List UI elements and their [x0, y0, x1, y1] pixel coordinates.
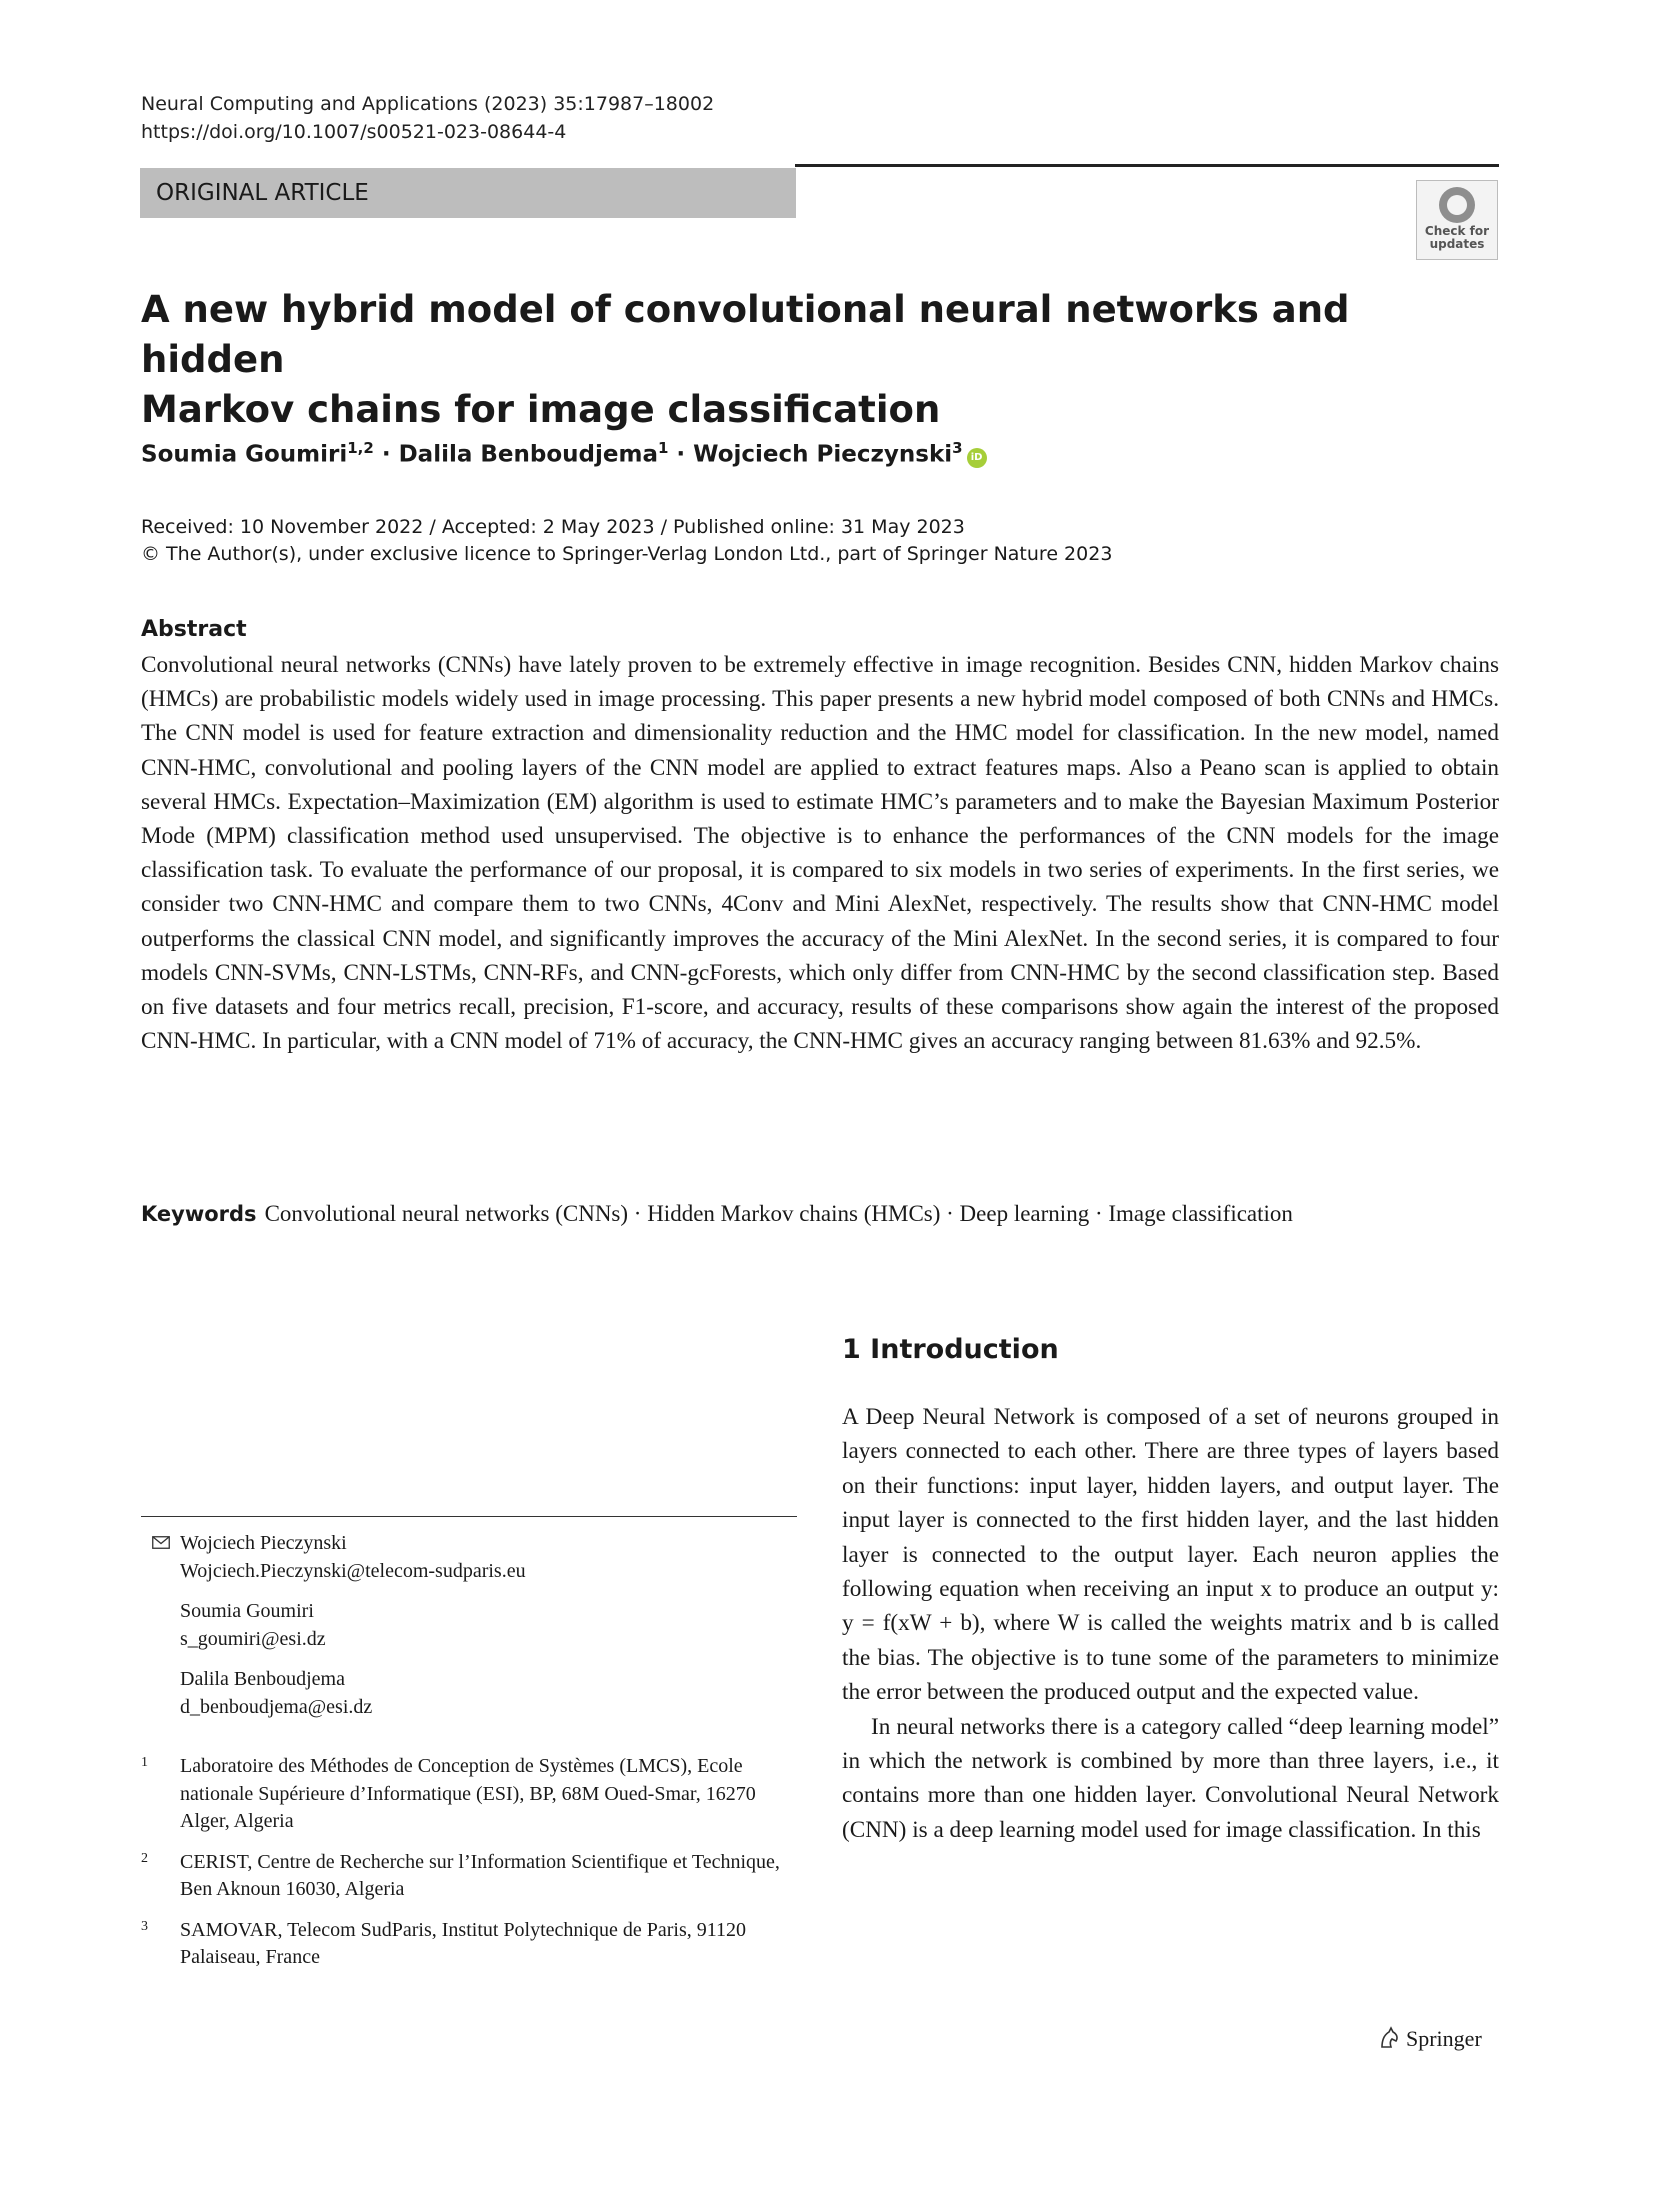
intro-paragraph: A Deep Neural Network is composed of a set of neurons grouped in layers connected to each other. There are three types of layers based on their functions: input layer, hidden layers, and output layer. The input layer is connected to the first hidden layer, and the last hidden layer is connected to the output layer. Each neuron applies the following equation when receiving an input x to produce an output y: y = f(xW + b), where W is called the weights matrix and b is called the bias. The objective is to tune some of the parameters to minimize the error between the produced output and the expected value.	[842, 1404, 1499, 1706]
contact-email[interactable]: Wojciech.Pieczynski@telecom-sudparis.eu	[180, 1559, 526, 1582]
author-name: Dalila Benboudjema	[398, 441, 658, 468]
check-for-updates-badge[interactable]	[1416, 180, 1498, 260]
contact-entry	[180, 1598, 526, 1653]
journal-citation: Neural Computing and Applications (2023) 35:17987–18002	[141, 93, 715, 115]
publisher-logo	[1378, 2024, 1482, 2054]
author-name: Soumia Goumiri	[141, 441, 348, 468]
check-label-1: Check for	[1424, 224, 1490, 238]
check-label-2: updates	[1429, 237, 1485, 251]
affiliation-text: SAMOVAR, Telecom SudParis, Institut Polytechnique de Paris, 91120 Palaiseau, France	[180, 1918, 746, 1968]
contact-name: Soumia Goumiri	[180, 1600, 314, 1622]
abstract-heading: Abstract	[141, 617, 247, 642]
orcid-icon[interactable]: iD	[967, 448, 987, 468]
intro-paragraph: In neural networks there is a category called “deep learning model” in which the network is combined by more than three layers, i.e., it contains more than one hidden layer. Convolutional Neural Network (CNN) is a deep learning model used for image classification. In this	[842, 1713, 1499, 1843]
intro-body	[842, 1400, 1499, 1847]
envelope-icon	[152, 1536, 170, 1549]
doi-link[interactable]: https://doi.org/10.1007/s00521-023-08644-4	[141, 121, 567, 143]
author-separator: ·	[668, 441, 694, 468]
author-name: Wojciech Pieczynski	[693, 441, 953, 468]
affiliation-text: Laboratoire des Méthodes de Conception de Systèmes (LMCS), Ecole nationale Supérieure d’Informatique (ESI), BP, 68M Oued-Smar, 16270 Alger, Algeria	[180, 1755, 756, 1832]
dates-line: Received: 10 November 2022 / Accepted: 2 May 2023 / Published online: 31 May 2023	[141, 516, 965, 538]
author-affil-sup: 1,2	[347, 439, 374, 457]
header-rule	[795, 164, 1499, 167]
title-line-1: A new hybrid model of convolutional neural networks and hidden	[141, 288, 1350, 381]
author-list	[141, 432, 987, 471]
publisher-name: Springer	[1406, 2026, 1482, 2051]
contact-list	[180, 1530, 526, 1734]
journal-info	[141, 90, 714, 146]
contact-email[interactable]: d_benboudjema@esi.dz	[180, 1695, 373, 1718]
affiliation-number: 3	[141, 1918, 148, 1934]
affiliation-number: 1	[141, 1755, 148, 1770]
article-type-banner: ORIGINAL ARTICLE	[140, 168, 796, 218]
title-line-2: Markov chains for image classification	[141, 388, 941, 431]
author-affil-sup: 3	[952, 439, 963, 457]
affiliation	[141, 1917, 797, 1972]
springer-horse-icon	[1378, 2026, 1402, 2050]
contact-entry	[180, 1530, 526, 1585]
contact-name: Dalila Benboudjema	[180, 1668, 345, 1690]
keywords-text: Convolutional neural networks (CNNs) · Hidden Markov chains (HMCs) · Deep learning · Image classification	[264, 1201, 1293, 1226]
paper-title	[141, 285, 1441, 435]
affiliation-list	[141, 1753, 797, 1985]
publication-dates	[141, 514, 1112, 568]
author-separator: ·	[373, 441, 399, 468]
keywords-label: Keywords	[141, 1202, 257, 1226]
crossmark-icon	[1439, 187, 1475, 223]
abstract-text: Convolutional neural networks (CNNs) have lately proven to be extremely effective in image recognition. Besides CNN, hidden Markov chains (HMCs) are probabilistic models widely used in image processing. This paper presents a new hybrid model composed of both CNNs and HMCs. The CNN model is used for feature extraction and dimensionality reduction and the HMC model for classification. In the new model, named CNN-HMC, convolutional and pooling layers of the CNN model are applied to extract features maps. Also a Peano scan is applied to obtain several HMCs. Expectation–Maximization (EM) algorithm is used to estimate HMC’s parameters and to make the Bayesian Maximum Posterior Mode (MPM) classification method used unsupervised. The objective is to enhance the performances of the CNN models for the image classification task. To evaluate the performance of our proposal, it is compared to six models in two series of experiments. In the first series, we consider two CNN-HMC and compare them to two CNNs, 4Conv and Mini AlexNet, respectively. The results show that CNN-HMC model outperforms the classical CNN model, and significantly improves the accuracy of the Mini AlexNet. In the second series, it is compared to four models CNN-SVMs, CNN-LSTMs, CNN-RFs, and CNN-gcForests, which only differ from CNN-HMC by the second classification step. Based on five datasets and four metrics recall, precision, F1-score, and accuracy, results of these comparisons show again the interest of the proposed CNN-HMC. In particular, with a CNN model of 71% of accuracy, the CNN-HMC gives an accuracy ranging between 81.63% and 92.5%.	[141, 652, 1499, 1055]
affiliation	[141, 1753, 797, 1836]
contact-entry	[180, 1666, 526, 1721]
affiliation	[141, 1849, 797, 1904]
contact-name: Wojciech Pieczynski	[180, 1532, 347, 1554]
affiliation-number: 2	[141, 1850, 148, 1866]
affiliation-text: CERIST, Centre de Recherche sur l’Information Scientifique et Technique, Ben Aknoun 16030, Algeria	[180, 1850, 780, 1900]
section-heading: 1 Introduction	[842, 1334, 1059, 1365]
footnote-rule	[141, 1516, 797, 1517]
author-affil-sup: 1	[657, 439, 669, 457]
keywords	[141, 1197, 1499, 1231]
contact-email[interactable]: s_goumiri@esi.dz	[180, 1627, 326, 1650]
copyright-line: © The Author(s), under exclusive licence to Springer-Verlag London Ltd., part of Springer Nature 2023	[141, 543, 1113, 565]
